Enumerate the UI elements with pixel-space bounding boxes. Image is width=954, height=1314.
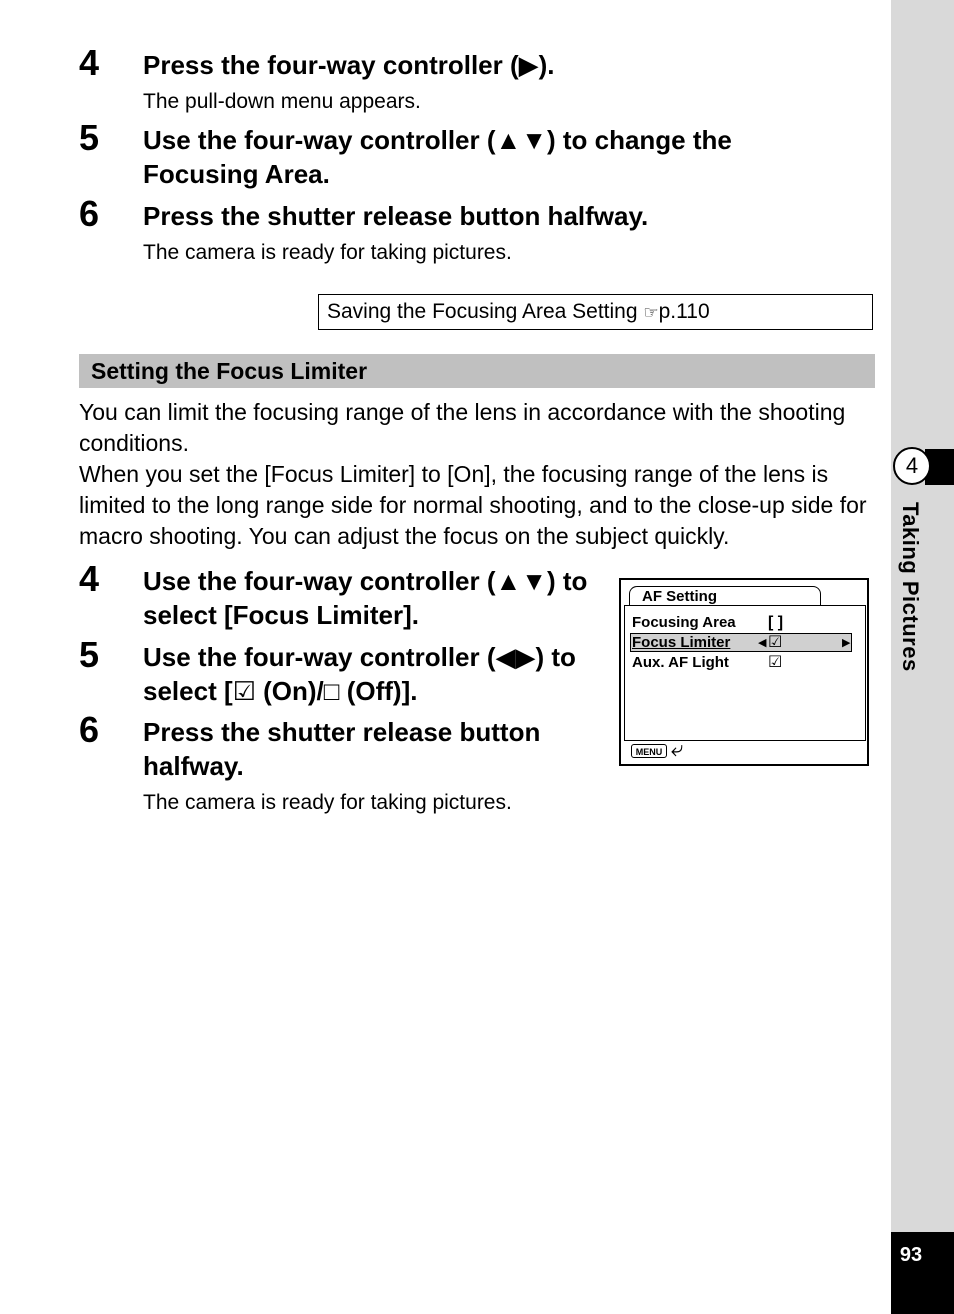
camera-menu-screen xyxy=(619,578,869,766)
paragraph: You can limit the focusing range of the lens in accordance with the shooting conditions. xyxy=(79,399,846,456)
step-title: Press the shutter release button halfway. xyxy=(143,717,541,781)
menu-panel xyxy=(624,605,866,741)
menu-item-label: Focusing Area xyxy=(632,614,736,631)
step-title: Press the four-way controller (▶). xyxy=(143,50,555,80)
menu-item-label: Focus Limiter xyxy=(632,634,731,651)
focus-area-bracket-icon: [ ] xyxy=(768,614,784,631)
step-title: Use the four-way controller (▲▼) to select [Focus Limiter]. xyxy=(143,566,588,630)
page-number: 93 xyxy=(899,1244,923,1266)
checkbox-checked-icon: ☑ xyxy=(768,654,783,671)
pointing-hand-icon: ☞ xyxy=(643,303,659,322)
menu-item-focus-limiter[interactable] xyxy=(632,633,854,653)
tab-label: AF Setting xyxy=(642,588,717,605)
af-setting-tab[interactable] xyxy=(629,586,821,606)
step-title: Use the four-way controller (▲▼) to change the Focusing Area. xyxy=(143,125,732,189)
step-note: The pull-down menu appears. xyxy=(143,90,421,113)
right-arrow-icon: ▶ xyxy=(842,637,851,649)
step-number: 5 xyxy=(79,117,100,158)
checkbox-checked-icon: ☑ xyxy=(768,634,783,651)
step-title: Use the four-way controller (◀▶) to select [☑ (On)/□ (Off)]. xyxy=(143,642,576,706)
step-number: 6 xyxy=(79,709,100,750)
chapter-number: 4 xyxy=(893,447,931,485)
step-number: 5 xyxy=(79,634,100,675)
step-number: 4 xyxy=(79,42,100,83)
step-note: The camera is ready for taking pictures. xyxy=(143,241,512,264)
menu-item-label: Aux. AF Light xyxy=(632,654,729,671)
menu-item-focusing-area[interactable] xyxy=(632,613,854,633)
step-number: 6 xyxy=(79,193,100,234)
step-number: 4 xyxy=(79,558,100,599)
step-note: The camera is ready for taking pictures. xyxy=(143,791,512,814)
step-title: Press the shutter release button halfway. xyxy=(143,201,649,231)
menu-item-aux-af-light[interactable] xyxy=(632,653,854,673)
reference-page[interactable]: p.110 xyxy=(658,300,710,323)
section-title: Setting the Focus Limiter xyxy=(91,358,368,384)
paragraph: When you set the [Focus Limiter] to [On], the focusing range of the lens is limited to the long range side for normal shooting, and to the close-up side for macro shooting. You can adjust the focus on the subject quickly. xyxy=(79,461,867,549)
section-header xyxy=(79,354,875,388)
menu-button-icon[interactable]: MENU xyxy=(631,744,667,758)
return-arrow-icon: ⤶ xyxy=(671,736,684,761)
reference-box xyxy=(318,294,873,330)
reference-text: Saving the Focusing Area Setting ☞p.110 xyxy=(327,300,710,323)
chapter-title: Taking Pictures xyxy=(898,502,923,672)
left-arrow-icon: ◀ xyxy=(758,637,767,649)
